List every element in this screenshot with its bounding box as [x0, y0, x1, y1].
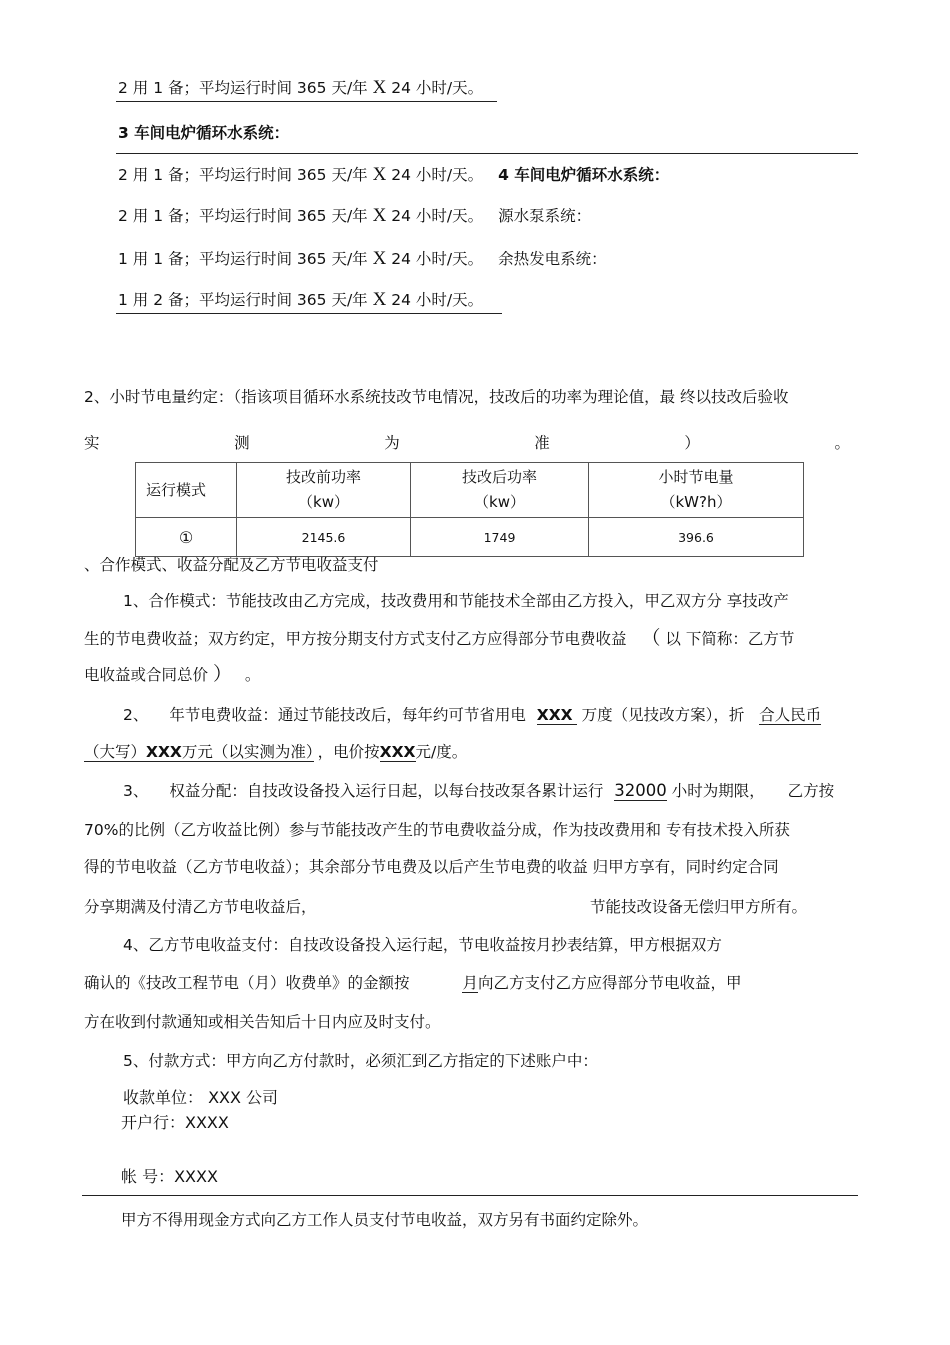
section-title: 、合作模式、收益分配及乙方节电收益支付 — [84, 556, 379, 574]
system-line-2-suffix: 24 小时/天。 — [391, 166, 484, 184]
system-line-5 — [118, 290, 483, 310]
multiply-sign: X — [372, 77, 387, 98]
p1-line-2-text: 生的节电费收益；双方约定，甲方按分期支付方式支付乙方应得部分节电费收益 — [84, 630, 627, 648]
table-header-row — [136, 463, 804, 518]
system-line-1-text: 2 用 1 备；平均运行时间 365 天/年 — [118, 79, 368, 97]
source-pump-title: 源水泵系统： — [498, 207, 592, 225]
underline-rule-4 — [82, 1195, 858, 1196]
p4-line-2 — [84, 973, 741, 993]
p2-num: 2、 — [123, 706, 149, 724]
table-cell-saving: 396.6 — [589, 518, 804, 557]
spread-char: 测 — [234, 434, 250, 452]
system-line-4 — [118, 249, 607, 269]
p1-line-3-end: 。 — [244, 666, 261, 684]
payee: 收款单位： XXX 公司 — [123, 1088, 279, 1107]
header-after-unit: （kw） — [474, 493, 525, 511]
system-line-3-suffix: 24 小时/天。 — [391, 207, 484, 225]
p4-line-3: 方在收到付款通知或相关告知后十日内应及时支付。 — [84, 1013, 441, 1031]
paren-open: （ — [641, 627, 661, 649]
p2-price-text: ，电价按 — [317, 743, 380, 761]
p2-text-1: 年节电费收益：通过节能技改后，每年约可节省用电 — [169, 706, 526, 724]
p1-line-2 — [84, 628, 794, 649]
hourly-intro: 2、小时节电量约定：（指该项目循环水系统技改节电情况，技改后的功率为理论值，最 终以技改后验收 — [84, 388, 789, 406]
system-line-4-suffix: 24 小时/天。 — [391, 250, 484, 268]
p3-line-4a: 分享期满及付清乙方节电收益后， — [84, 898, 317, 916]
hours-amount: 32000 — [614, 781, 667, 800]
table-row — [136, 518, 804, 557]
table-cell-mode: ① — [136, 518, 237, 557]
system-line-5-suffix: 24 小时/天。 — [391, 291, 484, 309]
p5-line-1: 5、付款方式：甲方向乙方付款时，必须汇到乙方指定的下述账户中： — [123, 1052, 598, 1070]
header-saving: 小时节电量 — [658, 468, 734, 486]
annual-money-amount: XXX — [146, 743, 182, 761]
section-3-title: 3 车间电炉循环水系统： — [118, 124, 290, 142]
p3-num: 3、 — [123, 782, 149, 800]
annual-kwh-amount: XXX — [537, 706, 577, 725]
p2-line-2 — [84, 742, 467, 762]
header-before: 技改前功率 — [285, 468, 361, 486]
underline-rule-3 — [116, 313, 502, 314]
p3-text-2: 小时为期限， — [671, 782, 765, 800]
p2-text-2: 万度（见技改方案），折 — [581, 706, 745, 724]
spread-char: ） — [684, 434, 700, 452]
hourly-intro-continuation — [84, 433, 850, 453]
paren-close: ） — [212, 663, 232, 685]
p4-line-2-tail: 向乙方支付乙方应得部分节电收益，甲 — [477, 974, 742, 992]
header-saving-unit: （kW?h） — [660, 493, 732, 511]
system-line-2-text: 2 用 1 备；平均运行时间 365 天/年 — [118, 166, 368, 184]
table-cell-before: 2145.6 — [237, 518, 411, 557]
system-line-5-text: 1 用 2 备；平均运行时间 365 天/年 — [118, 291, 368, 309]
p3-line-3: 得的节电收益（乙方节电收益）；其余部分节电费及以后产生节电费的收益 归甲方享有，同时约定合同 — [84, 858, 779, 876]
power-table — [135, 462, 804, 557]
payment-note: 甲方不得用现金方式向乙方工作人员支付节电收益，双方另有书面约定除外。 — [121, 1211, 649, 1229]
table-header-cell — [411, 463, 589, 518]
underline-rule-1 — [116, 101, 497, 102]
multiply-sign: X — [372, 164, 387, 185]
p1-line-3 — [84, 664, 260, 685]
system-line-3-text: 2 用 1 备；平均运行时间 365 天/年 — [118, 207, 368, 225]
system-line-1 — [118, 78, 483, 98]
multiply-sign: X — [372, 205, 387, 226]
bank: 开户行：XXXX — [121, 1113, 229, 1132]
p1-line-2-tail: 以 下简称：乙方节 — [665, 630, 795, 648]
p3-text-3: 乙方按 — [787, 782, 835, 800]
p2-text-3: 合人民币 — [759, 706, 822, 724]
p2-capital-label — [84, 743, 314, 762]
multiply-sign: X — [372, 248, 387, 269]
p3-text-1: 权益分配：自技改设备投入运行日起，以每台技改泵各累计运行 — [169, 782, 604, 800]
p3-line-4b: 节能技改设备无偿归甲方所有。 — [590, 898, 808, 916]
table-header-cell — [136, 463, 237, 518]
spread-char: 准 — [534, 434, 550, 452]
system-line-1-suffix: 24 小时/天。 — [391, 79, 484, 97]
p3-line-2: 70%的比例（乙方收益比例）参与节能技改产生的节电费收益分成，作为技改费用和 专有技术投入所获 — [84, 821, 790, 839]
price-amount: XXX — [379, 743, 416, 761]
table-header-cell — [589, 463, 804, 518]
p2-capital-text: （大写） — [84, 743, 147, 761]
underline-rule-2 — [116, 153, 858, 154]
p4-line-2-text: 确认的《技改工程节电（月）收费单》的金额按 — [84, 974, 410, 992]
spread-char: 。 — [834, 434, 850, 452]
p3-line-1 — [123, 781, 834, 801]
header-after: 技改后功率 — [461, 468, 537, 486]
p4-month: 月 — [462, 974, 478, 992]
system-line-3 — [118, 206, 591, 226]
system-line-2 — [118, 165, 669, 185]
p1-line-3-text: 电收益或合同总价 — [84, 666, 209, 684]
system-line-4-text: 1 用 1 备；平均运行时间 365 天/年 — [118, 250, 368, 268]
waste-heat-title: 余热发电系统： — [498, 250, 607, 268]
header-mode: 运行模式 — [146, 480, 207, 499]
p4-line-1: 4、乙方节电收益支付：自技改设备投入运行起，节电收益按月抄表结算，甲方根据双方 — [123, 936, 722, 954]
spread-char: 实 — [84, 434, 100, 452]
section-4-title: 4 车间电炉循环水系统： — [498, 166, 670, 184]
multiply-sign: X — [372, 289, 387, 310]
p2-line-1 — [123, 705, 821, 725]
header-before-unit: （kw） — [298, 493, 349, 511]
p1-line-1: 1、合作模式：节能技改由乙方完成，技改费用和节能技术全部由乙方投入，甲乙双方分 享技改产 — [123, 592, 789, 610]
p2-price-unit: 元/度。 — [415, 743, 468, 761]
table-header-cell — [237, 463, 411, 518]
spread-char: 为 — [384, 434, 400, 452]
p2-unit-text: 万元（以实测为准） — [181, 743, 314, 761]
account-number: 帐 号：XXXX — [121, 1167, 218, 1186]
table-cell-after: 1749 — [411, 518, 589, 557]
